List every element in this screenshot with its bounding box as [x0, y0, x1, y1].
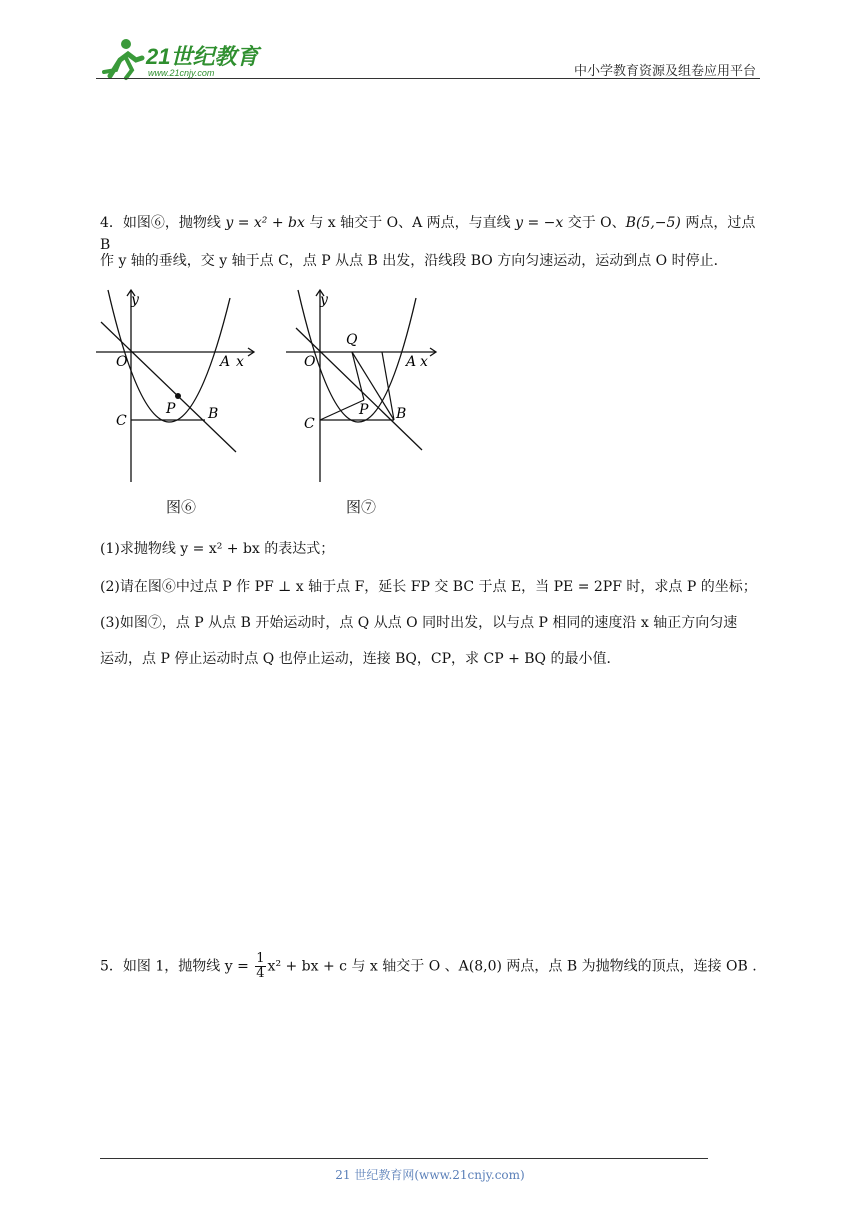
label-O: O	[304, 354, 316, 370]
logo-url: www.21cnjy.com	[148, 68, 215, 78]
label-y: y	[131, 292, 139, 308]
parabola	[298, 290, 416, 422]
q4-line2: 作 y 轴的垂线，交 y 轴于点 C，点 P 从点 B 出发，沿线段 BO 方向匀速运动，运动到点 O 时停止．	[100, 253, 728, 269]
fraction-one-quarter: $\frac{1}{4}$	[256, 951, 265, 981]
line-y-eq-neg-x	[101, 322, 236, 452]
segment-CP	[320, 400, 364, 420]
figure-6	[96, 288, 256, 488]
q4-line1: 4．如图⑥，抛物线 y = x² + bx 与 x 轴交于 O、A 两点，与直线 y = −x 交于 O、B(5,−5) 两点，过点 B	[100, 215, 756, 253]
fig7-caption: 图⑦	[346, 498, 377, 516]
q4-part3-line2: 运动，点 P 停止运动时点 Q 也停止运动，连接 BQ，CP，求 CP + BQ 的最小值．	[100, 651, 621, 667]
label-O: O	[116, 354, 128, 370]
fig6-caption: 图⑥	[166, 498, 197, 516]
header-divider	[96, 78, 760, 79]
q5-line1: 5．如图 1，抛物线 y = $\frac{1}{4}$ x² + bx + c 与 x 轴交于 O 、A(8,0) 两点，点 B 为抛物线的顶点，连接 OB .	[100, 951, 757, 981]
label-A: A	[220, 354, 231, 370]
runner-icon	[104, 39, 142, 78]
q4-part3-line1: (3)如图⑦，点 P 从点 B 开始运动时，点 Q 从点 O 同时出发，以与点 P 相同的速度沿 x 轴正方向匀速	[100, 615, 738, 631]
point-P	[175, 393, 181, 399]
label-x: x	[236, 354, 244, 370]
label-C: C	[304, 416, 315, 432]
q4-part1: (1)求抛物线 y = x² + bx 的表达式；	[100, 541, 335, 557]
site-logo	[96, 36, 266, 82]
label-x: x	[420, 354, 428, 370]
footer-text: 21 世纪教育网(www.21cnjy.com)	[335, 1168, 525, 1182]
label-B: B	[396, 406, 407, 422]
footer-divider	[100, 1158, 708, 1159]
figure-7	[286, 288, 446, 488]
label-P: P	[359, 402, 369, 418]
q4-part2: (2)请在图⑥中过点 P 作 PF ⊥ x 轴于点 F，延长 FP 交 BC 于点 E，当 PE = 2PF 时，求点 P 的坐标；	[100, 579, 757, 595]
label-y: y	[320, 292, 328, 308]
logo-text: 21世纪教育	[146, 44, 259, 69]
label-A: A	[406, 354, 417, 370]
label-B: B	[208, 406, 219, 422]
header-platform-text: 中小学教育资源及组卷应用平台	[573, 64, 756, 79]
label-Q: Q	[346, 332, 358, 348]
label-P: P	[166, 401, 176, 417]
label-C: C	[116, 413, 127, 429]
